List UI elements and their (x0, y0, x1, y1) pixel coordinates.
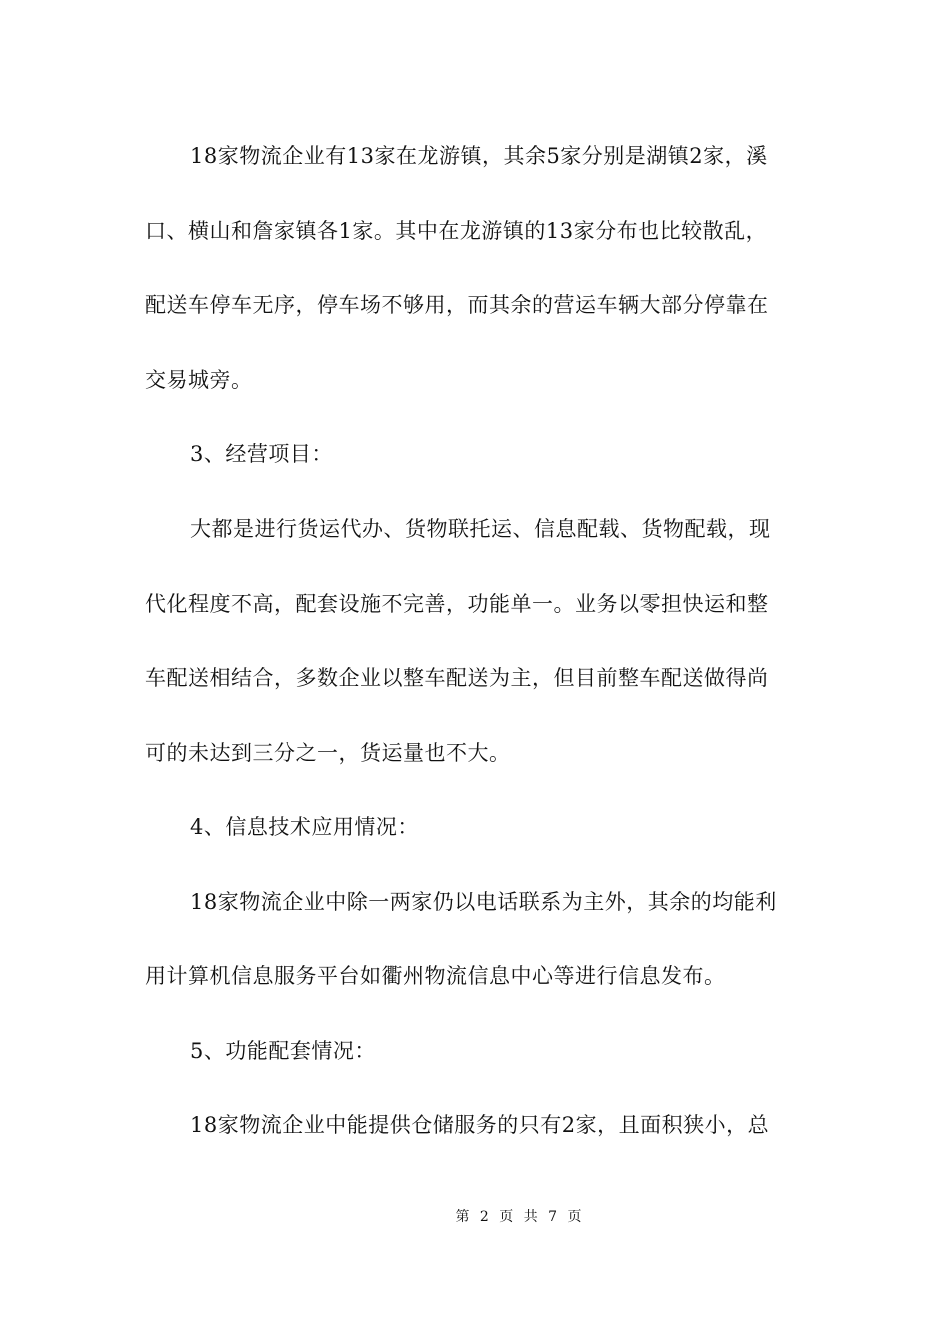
paragraph-line: 代化程度不高，配套设施不完善，功能单一。业务以零担快运和整 (145, 592, 769, 616)
paragraph-line: 交易城旁。 (145, 368, 253, 392)
paragraph-line: 用计算机信息服务平台如衢州物流信息中心等进行信息发布。 (145, 964, 726, 988)
section-heading: 4、信息技术应用情况： (190, 815, 419, 839)
paragraph-line: 18家物流企业中除一两家仍以电话联系为主外，其余的均能利 (190, 890, 777, 914)
paragraph-line: 配送车停车无序，停车场不够用，而其余的营运车辆大部分停靠在 (145, 293, 769, 317)
paragraph-line: 可的未达到三分之一，货运量也不大。 (145, 741, 511, 765)
paragraph-line: 口、横山和詹家镇各1家。其中在龙游镇的13家分布也比较散乱， (145, 219, 768, 243)
paragraph-line: 车配送相结合，多数企业以整车配送为主，但目前整车配送做得尚 (145, 666, 769, 690)
paragraph-line: 18家物流企业中能提供仓储服务的只有2家，且面积狭小，总 (190, 1113, 770, 1137)
paragraph-line: 18家物流企业有13家在龙游镇，其余5家分别是湖镇2家，溪 (190, 144, 768, 168)
page-number-footer: 第 2 页 共 7 页 (455, 1209, 585, 1225)
section-heading: 3、经营项目： (190, 442, 333, 466)
paragraph-line: 大都是进行货运代办、货物联托运、信息配载、货物配载，现 (190, 517, 771, 541)
section-heading: 5、功能配套情况： (190, 1039, 376, 1063)
